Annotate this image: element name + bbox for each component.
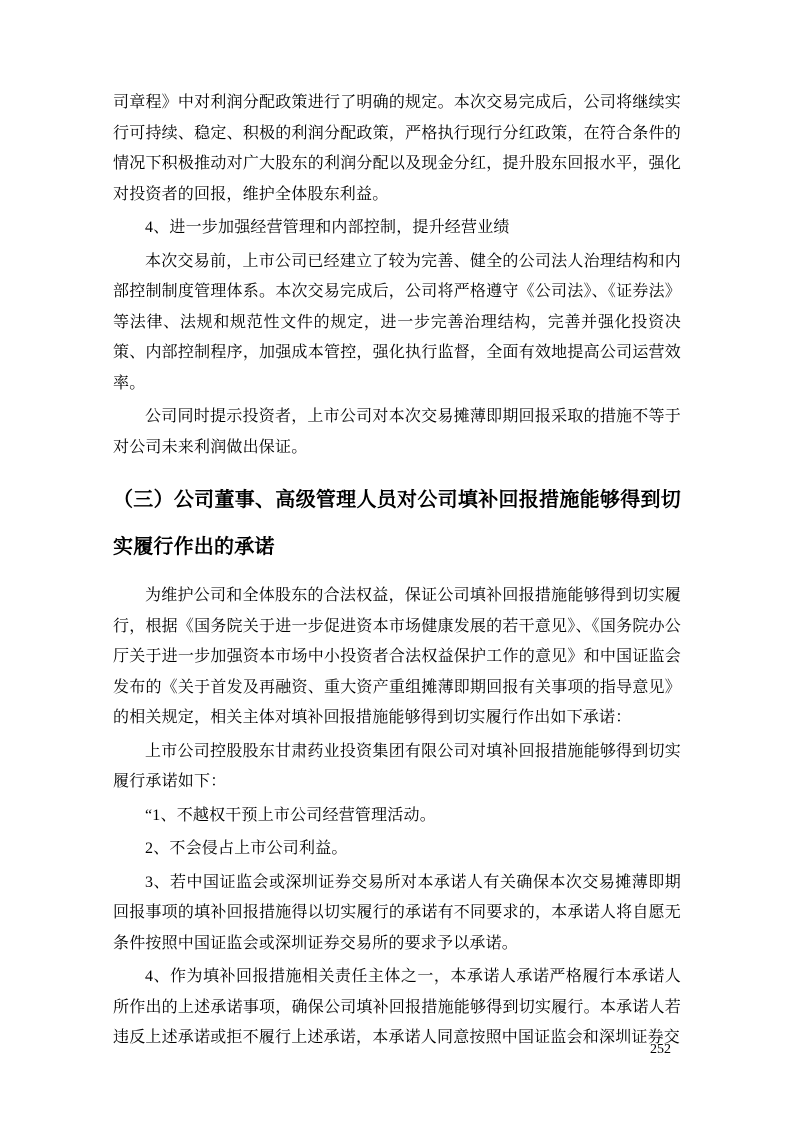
paragraph-commitment-3: 3、若中国证监会或深圳证券交易所对本承诺人有关确保本次交易摊薄即期回报事项的填补回报措施得以切实履行的承诺有不同要求的，本承诺人将自愿无条件按照中国证监会或深圳证券交易所的要求予以承诺。 bbox=[113, 873, 681, 952]
paragraph-risk-note: 公司同时提示投资者，上市公司对本次交易摊薄即期回报采取的措施不等于对公司未来利润做出保证。 bbox=[113, 408, 681, 456]
page-number: 252 bbox=[650, 1042, 671, 1057]
section-heading-3: （三）公司董事、高级管理人员对公司填补回报措施能够得到切实履行作出的承诺 bbox=[113, 489, 681, 558]
paragraph-item4-body: 本次交易前，上市公司已经建立了较为完善、健全的公司法人治理结构和内部控制制度管理体系。本次交易完成后，公司将严格遵守《公司法》、《证券法》等法律、法规和规范性文件的规定，进一步完善治理结构，完善并强化投资决策、内部控制程序，加强成本管控，强化执行监督，全面有效地提高公司运营效率。 bbox=[113, 252, 681, 392]
page-footer bbox=[113, 1040, 681, 1058]
paragraph-commitment-1: “1、不越权干预上市公司经营管理活动。 bbox=[145, 806, 436, 824]
paragraph-controlling-shareholder-intro: 上市公司控股股东甘肃药业投资集团有限公司对填补回报措施能够得到切实履行承诺如下： bbox=[113, 742, 681, 790]
paragraph-commitment-2: 2、不会侵占上市公司利益。 bbox=[145, 840, 348, 857]
paragraph-item4-title: 4、进一步加强经营管理和内部控制，提升经营业绩 bbox=[145, 219, 510, 236]
paragraph-commitment-4: 4、作为填补回报措施相关责任主体之一，本承诺人承诺严格履行本承诺人所作出的上述承诺事项，确保公司填补回报措施能够得到切实履行。本承诺人若违反上述承诺或拒不履行上述承诺，本承诺人同意按照中国证监会和深圳证券交 bbox=[113, 968, 681, 1046]
paragraph-dividend-policy-continuation: 司章程》中对利润分配政策进行了明确的规定。本次交易完成后，公司将继续实行可持续、稳定、积极的利润分配政策，严格执行现行分红政策，在符合条件的情况下积极推动对广大股东的利润分配以及现金分红，提升股东回报水平，强化对投资者的回报，维护全体股东利益。 bbox=[113, 94, 681, 203]
paragraph-legal-basis: 为维护公司和全体股东的合法权益，保证公司填补回报措施能够得到切实履行，根据《国务院关于进一步促进资本市场健康发展的若干意见》、《国务院办公厅关于进一步加强资本市场中小投资者合法权益保护工作的意见》和中国证监会发布的《关于首发及再融资、重大资产重组摊薄即期回报有关事项的指导意见》的相关规定，相关主体对填补回报措施能够得到切实履行作出如下承诺： bbox=[113, 587, 681, 726]
document-body bbox=[113, 88, 681, 1057]
